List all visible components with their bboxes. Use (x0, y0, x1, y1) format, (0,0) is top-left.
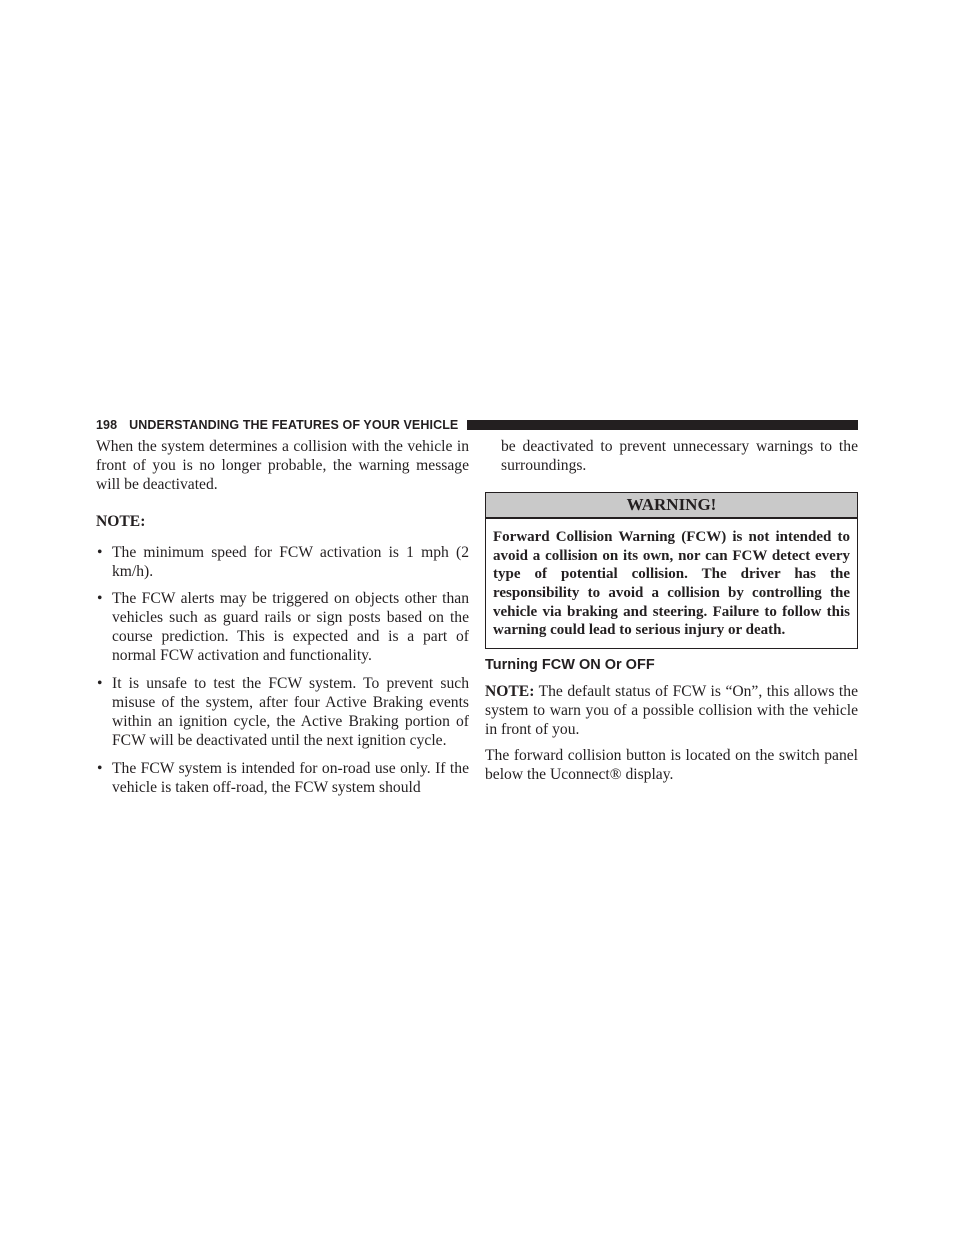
left-column (96, 438, 469, 807)
note-text: The default status of FCW is “On”, this allows the system to warn you of a possible collision with the vehicle in front of you. (485, 683, 858, 738)
list-item: • The FCW system is intended for on-road use only. If the vehicle is taken off-road, the FCW system should (97, 759, 469, 796)
section-subheading: Turning FCW ON Or OFF (485, 657, 655, 674)
button-location-paragraph: The forward collision button is located on the switch panel below the Uconnect® display. (485, 746, 858, 783)
bullet-icon: • (97, 543, 103, 561)
warning-title: WARNING! (486, 493, 857, 519)
warning-box (485, 492, 858, 649)
page-number: 198 (96, 418, 118, 432)
note-label: NOTE: (485, 683, 535, 701)
bullet-continuation: be deactivated to prevent unnecessary warnings to the surroundings. (501, 438, 858, 474)
right-column (485, 438, 858, 785)
bullet-icon: • (97, 590, 103, 608)
list-item: • It is unsafe to test the FCW system. To prevent such misuse of the system, after four Active Braking events within an ignition cycle, the Active Braking portion of FCW will be deactivated until the next ignition cycle. (97, 675, 469, 749)
note-paragraph (485, 683, 858, 740)
list-item: • The minimum speed for FCW activation is 1 mph (2 km/h). (97, 543, 469, 580)
list-item: • The FCW alerts may be triggered on objects other than vehicles such as guard rails or sign posts based on the course prediction. This is expected and is a part of normal FCW activation and functionality. (97, 590, 469, 665)
note-bullet-list (96, 544, 469, 798)
note-label: NOTE: (96, 512, 146, 530)
intro-paragraph: When the system determines a collision with the vehicle in front of you is no longer probable, the warning message will be deactivated. (96, 438, 469, 493)
bullet-icon: • (97, 759, 103, 777)
section-title: UNDERSTANDING THE FEATURES OF YOUR VEHICLE (129, 418, 459, 432)
bullet-icon: • (97, 675, 103, 693)
warning-text: Forward Collision Warning (FCW) is not intended to avoid a collision on its own, nor can FCW detect every type of potential collision. The driver has the responsibility to avoid a collision by controlling the vehicle via braking and steering. Failure to follow this warning could lead to serious injury or death. (493, 528, 850, 639)
page-header (96, 416, 858, 434)
header-rule (467, 420, 858, 430)
